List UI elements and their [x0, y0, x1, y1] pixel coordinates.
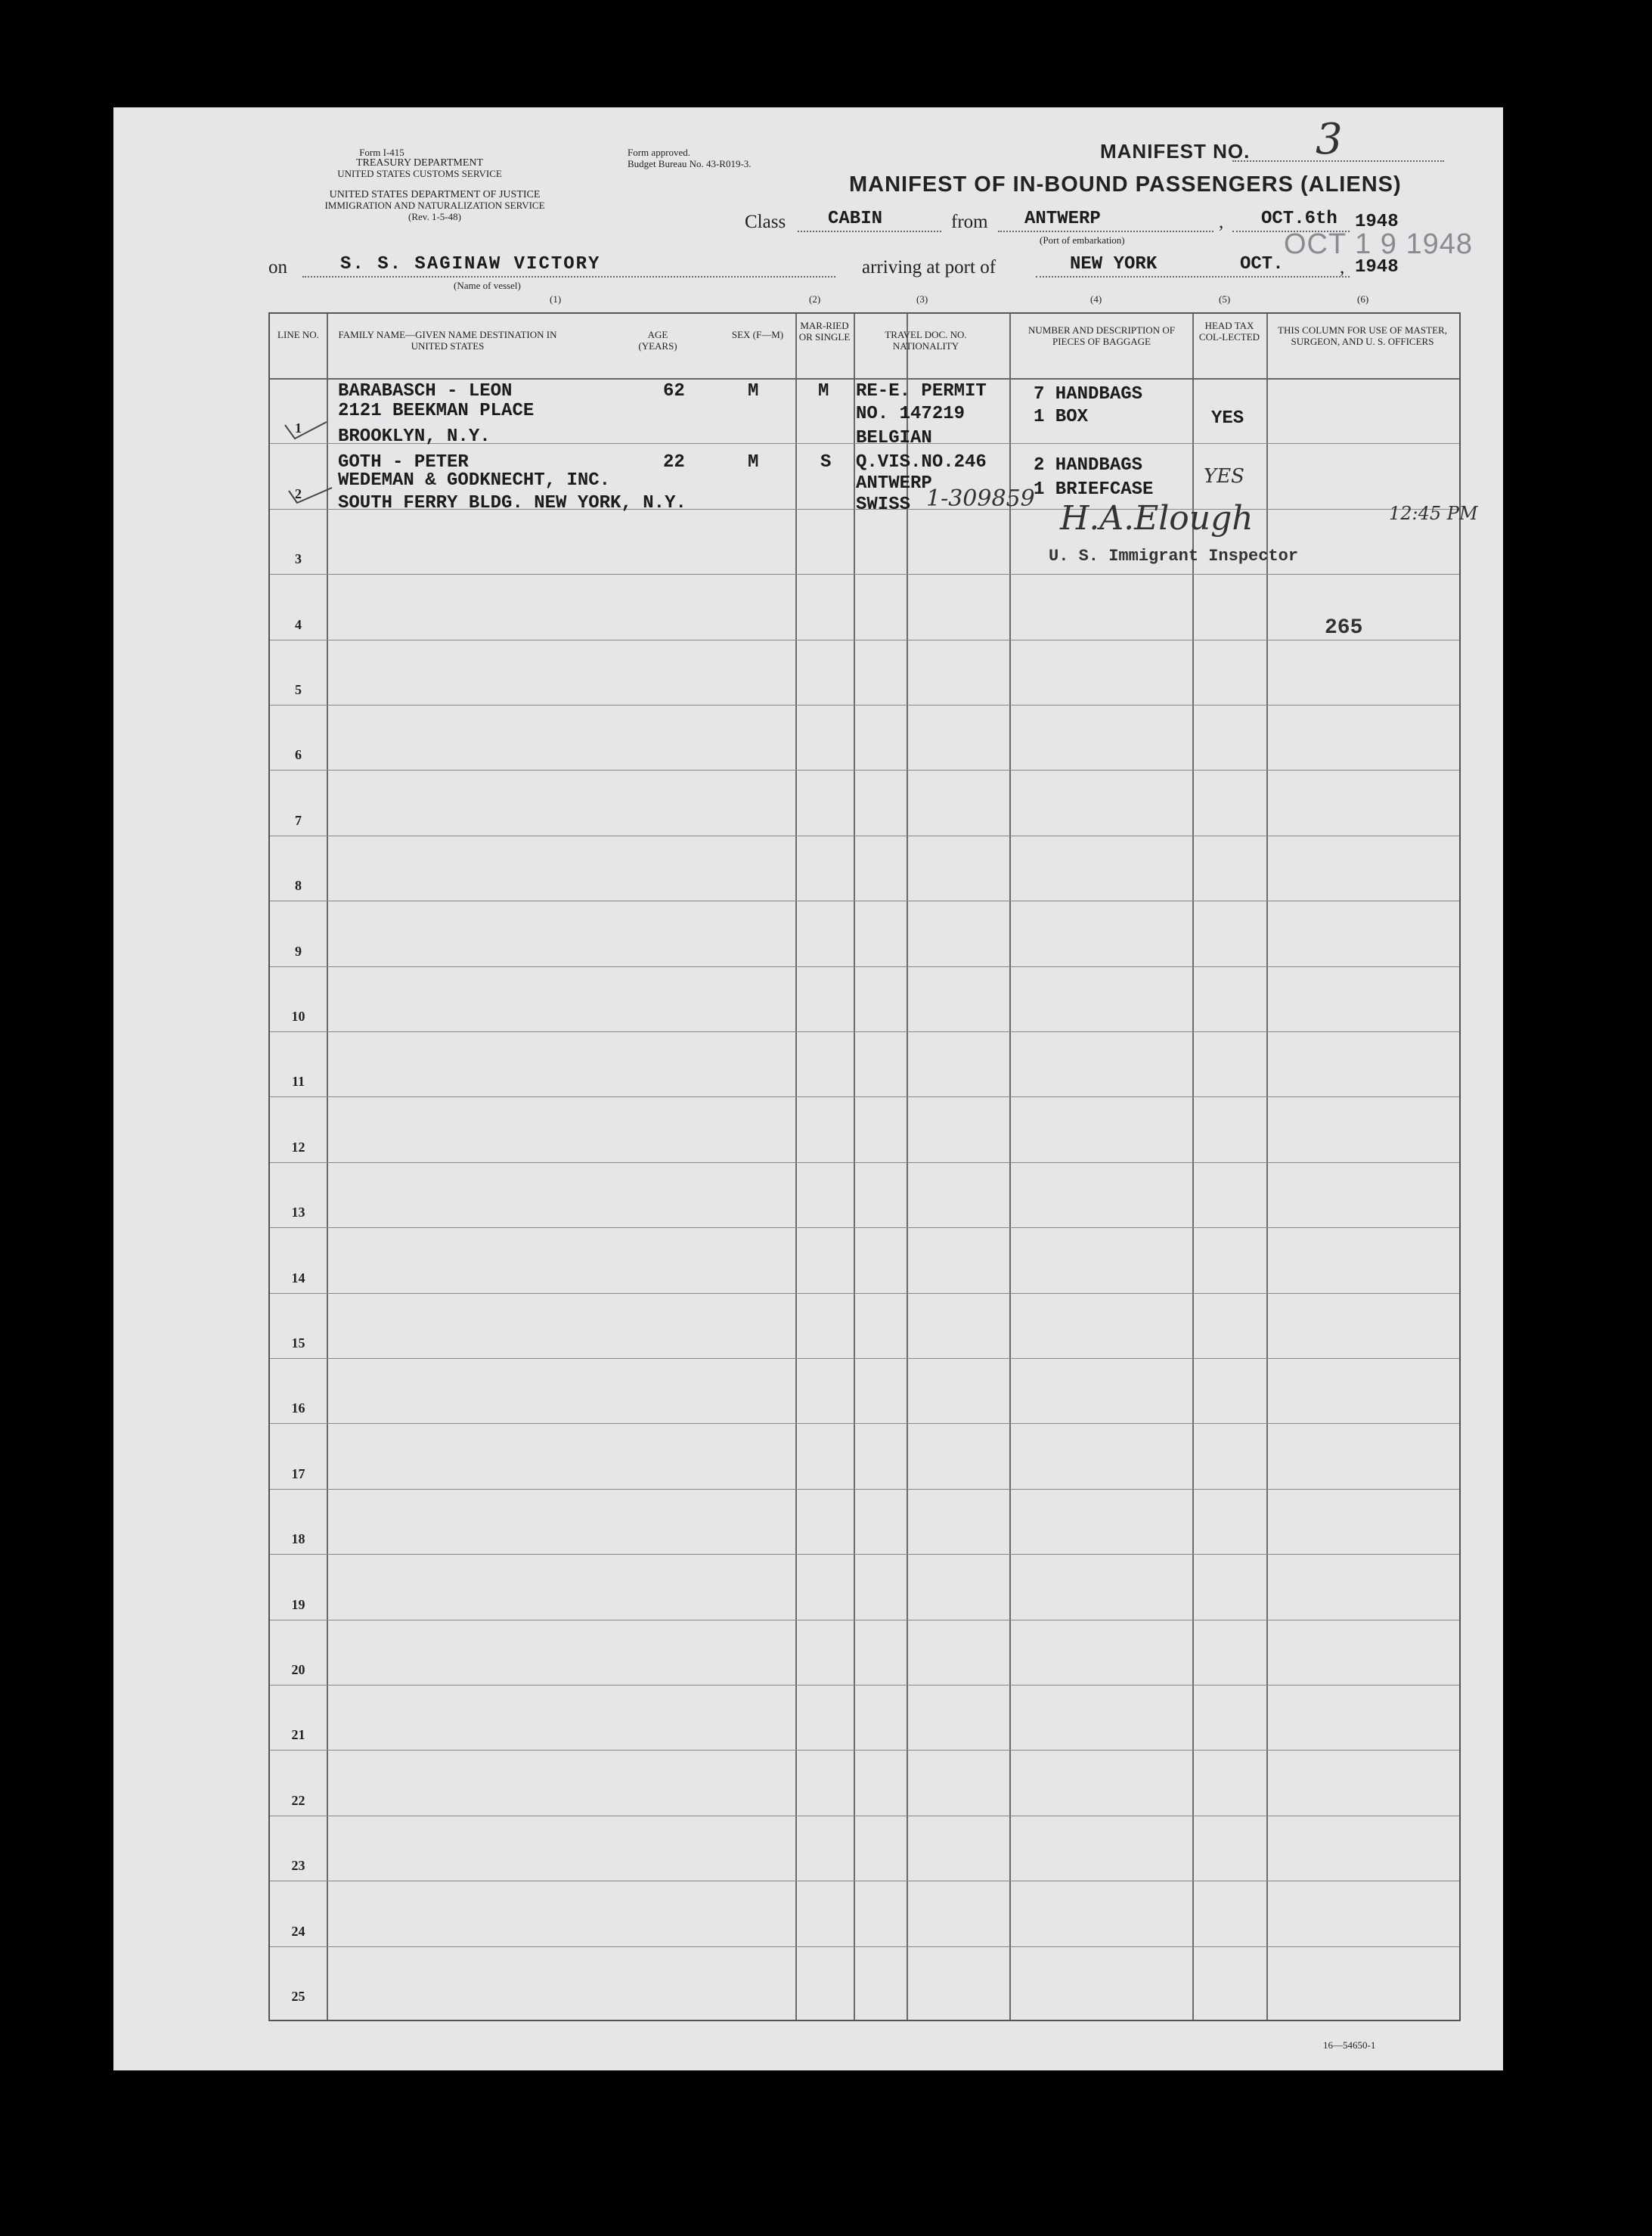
row-divider	[270, 1423, 1459, 1424]
line-number: 1	[295, 420, 302, 436]
col-marker-2: (2)	[809, 293, 821, 305]
line-number: 20	[291, 1662, 305, 1677]
passenger-2-address2: SOUTH FERRY BLDG. NEW YORK, N.Y.	[338, 493, 687, 513]
check-mark-icon	[281, 416, 334, 446]
port-embarkation-note: (Port of embarkation)	[1040, 234, 1125, 246]
passenger-1-sex: M	[748, 381, 759, 402]
col-header-name: FAMILY NAME—GIVEN NAME DESTINATION IN UNITED STATES	[338, 329, 557, 352]
line-number: 5	[295, 682, 302, 697]
from-value: ANTWERP	[1024, 209, 1101, 229]
row-divider	[270, 1946, 1459, 1947]
passenger-2-baggage2: 1 BRIEFCASE	[1034, 479, 1154, 500]
passenger-1-name: BARABASCH - LEON	[338, 381, 513, 402]
line-number: 24	[291, 1923, 305, 1939]
row-divider	[270, 1096, 1459, 1097]
col-divider	[1009, 314, 1011, 2020]
line-number: 17	[291, 1465, 305, 1481]
on-label: on	[268, 257, 287, 278]
col-divider	[1266, 314, 1268, 2020]
line-number: 2	[295, 485, 302, 501]
line-number: 16	[291, 1400, 305, 1416]
inspector-signature: H.A.Elough	[1060, 499, 1254, 538]
row-divider	[270, 770, 1459, 771]
arrival-line	[1036, 276, 1350, 278]
form-approved: Form approved.	[628, 147, 691, 158]
line-number: 12	[291, 1139, 305, 1155]
treasury-dept: TREASURY DEPARTMENT	[355, 157, 484, 169]
header-divider	[270, 378, 1459, 380]
passenger-1-nationality: BELGIAN	[856, 428, 932, 448]
vessel-name: S. S. SAGINAW VICTORY	[340, 254, 601, 274]
col-header-officers: THIS COLUMN FOR USE OF MASTER, SURGEON, AND U. S. OFFICERS	[1278, 324, 1447, 347]
line-number: 15	[291, 1335, 305, 1351]
row-divider	[270, 1162, 1459, 1163]
col-marker-1: (1)	[550, 293, 562, 305]
line-number: 13	[291, 1205, 305, 1220]
col-divider	[854, 314, 855, 2020]
passenger-2-address1: WEDEMAN & GODKNECHT, INC.	[338, 470, 611, 491]
vessel-line	[302, 276, 835, 278]
passenger-2-head-tax-handwritten: YES	[1204, 465, 1244, 488]
stamp-number: 265	[1325, 616, 1363, 640]
passenger-2-name: GOTH - PETER	[338, 452, 469, 473]
col-marker-3: (3)	[916, 293, 928, 305]
customs-service: UNITED STATES CUSTOMS SERVICE	[337, 168, 502, 179]
vessel-note: (Name of vessel)	[454, 280, 521, 291]
line-number: 23	[291, 1858, 305, 1874]
arriving-label: arriving at port of	[862, 257, 996, 278]
col-header-baggage: NUMBER AND DESCRIPTION OF PIECES OF BAGGAGE	[1028, 324, 1175, 347]
col-header-age: AGE (YEARS)	[638, 329, 677, 352]
col-divider	[327, 314, 328, 2020]
col-marker-4: (4)	[1090, 293, 1102, 305]
passenger-2-doc1: Q.VIS.NO.246	[856, 452, 987, 473]
check-mark-icon	[285, 480, 338, 510]
passenger-table	[268, 312, 1478, 2021]
passenger-1-age: 62	[663, 381, 685, 402]
class-line	[798, 231, 941, 232]
class-value: CABIN	[828, 209, 883, 229]
from-line	[998, 231, 1213, 232]
class-label: Class	[745, 212, 786, 232]
form-number: Form I-415	[359, 147, 404, 158]
row-divider	[270, 1293, 1459, 1294]
line-number: 6	[295, 747, 302, 763]
row-divider	[270, 1227, 1459, 1228]
row-divider	[270, 705, 1459, 706]
comma: ,	[1219, 212, 1224, 232]
received-stamp: OCT 1 9 1948	[1284, 228, 1474, 260]
budget-bureau: Budget Bureau No. 43-R019-3.	[628, 158, 752, 169]
passenger-1-doc1: RE-E. PERMIT	[856, 381, 987, 402]
passenger-1-address2: BROOKLYN, N.Y.	[338, 426, 491, 447]
ins-service: IMMIGRATION AND NATURALIZATION SERVICE	[324, 200, 545, 211]
col-header-travel-doc: TRAVEL DOC. NO. NATIONALITY	[885, 329, 967, 352]
passenger-2-baggage1: 2 HANDBAGS	[1034, 455, 1143, 476]
line-number: 22	[291, 1792, 305, 1808]
passenger-2-doc2: ANTWERP	[856, 473, 932, 494]
line-number: 11	[291, 1074, 305, 1090]
passenger-2-age: 22	[663, 452, 685, 473]
arrival-year: 1948	[1355, 257, 1399, 278]
col-divider	[1192, 314, 1194, 2020]
manifest-label: MANIFEST NO.	[1100, 140, 1251, 163]
passenger-1-baggage1: 7 HANDBAGS	[1034, 384, 1143, 405]
manifest-number: 3	[1316, 115, 1343, 164]
passenger-1-address1: 2121 BEEKMAN PLACE	[338, 401, 535, 421]
line-number: 14	[291, 1270, 305, 1285]
page-title: MANIFEST OF IN-BOUND PASSENGERS (ALIENS)	[849, 172, 1402, 197]
line-number: 9	[295, 943, 302, 959]
row-divider	[270, 1489, 1459, 1490]
row-divider	[270, 1685, 1459, 1686]
line-number: 25	[291, 1989, 305, 2004]
arrival-month: OCT.	[1240, 254, 1284, 274]
revision: (Rev. 1-5-48)	[408, 211, 461, 222]
line-number: 19	[291, 1596, 305, 1612]
passenger-2-marital: S	[820, 452, 832, 473]
row-divider	[270, 1750, 1459, 1751]
time-note: 12:45 PM	[1389, 503, 1478, 524]
line-number: 4	[295, 616, 302, 632]
row-divider	[270, 574, 1459, 575]
line-number: 7	[295, 812, 302, 828]
line-number: 18	[291, 1531, 305, 1547]
col-header-sex: SEX (F—M)	[731, 329, 784, 340]
line-number: 3	[295, 551, 302, 567]
col-header-head-tax: HEAD TAX COL-LECTED	[1198, 320, 1260, 343]
col-marker-6: (6)	[1357, 293, 1369, 305]
footer-code: 16—54650-1	[1323, 2039, 1376, 2051]
line-number: 10	[291, 1009, 305, 1024]
col-header-marital: MAR-RIED OR SINGLE	[798, 320, 851, 343]
col-marker-5: (5)	[1219, 293, 1231, 305]
row-divider	[270, 1358, 1459, 1359]
passenger-1-marital: M	[818, 381, 829, 402]
justice-dept: UNITED STATES DEPARTMENT OF JUSTICE	[329, 189, 541, 200]
inspector-title: U. S. Immigrant Inspector	[1049, 547, 1299, 566]
col-divider	[795, 314, 797, 2020]
col-divider	[907, 314, 908, 2020]
row-divider	[270, 966, 1459, 967]
passenger-1-baggage2: 1 BOX	[1034, 407, 1089, 427]
row-divider	[270, 1031, 1459, 1032]
comma: ,	[1340, 257, 1345, 278]
row-divider	[270, 1554, 1459, 1555]
passenger-1-doc2: NO. 147219	[856, 404, 965, 424]
departure-date: OCT.6th	[1261, 209, 1337, 229]
from-label: from	[951, 212, 988, 232]
line-number: 21	[291, 1727, 305, 1743]
passenger-2-doc-handwritten: 1-309859	[926, 485, 1035, 512]
departure-year: 1948	[1355, 212, 1399, 232]
col-header-line: LINE NO.	[277, 329, 319, 340]
arrival-port: NEW YORK	[1070, 254, 1158, 274]
passenger-2-nationality: SWISS	[856, 495, 911, 515]
passenger-1-head-tax: YES	[1211, 408, 1244, 429]
passenger-2-sex: M	[748, 452, 759, 473]
line-number: 8	[295, 878, 302, 894]
